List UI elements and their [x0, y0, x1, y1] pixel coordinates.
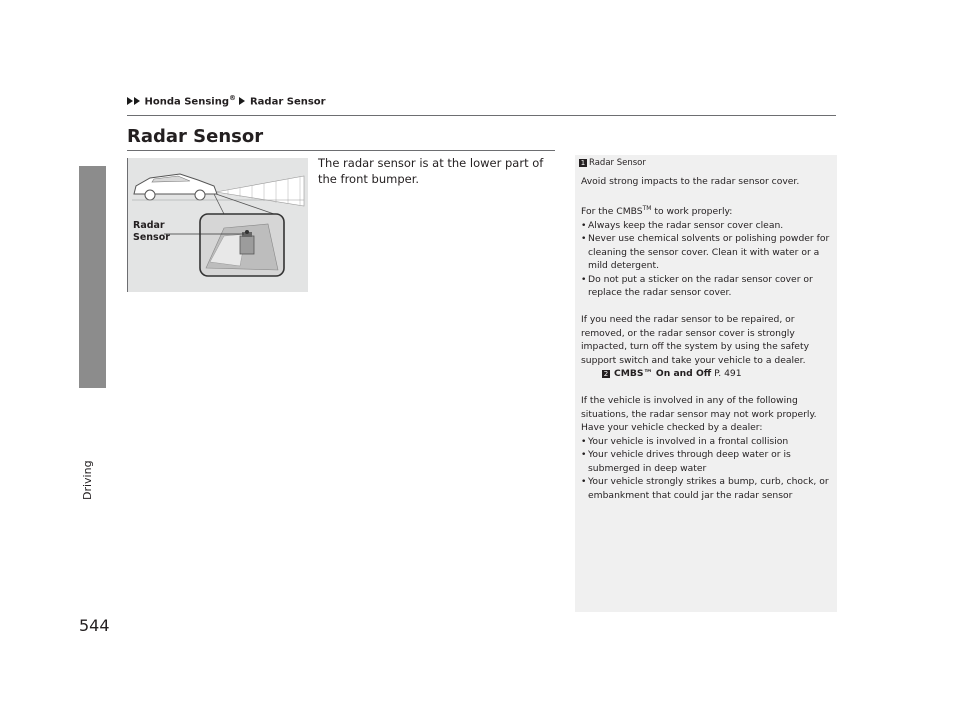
p2-suffix: to work properly: [651, 206, 733, 218]
chapter-tab [79, 166, 106, 364]
chapter-label: Driving [81, 460, 94, 500]
sidebar-heading-text: Radar Sensor [589, 158, 646, 168]
callout-line1: Radar [133, 220, 165, 231]
sidebar-note [575, 155, 837, 612]
list-item [581, 273, 831, 300]
p2-prefix: For the CMBS [581, 206, 643, 218]
cross-reference[interactable] [581, 367, 831, 381]
bullet-icon: • [581, 435, 587, 447]
bullet-text: Always keep the radar sensor cover clean. [588, 219, 784, 231]
list-item [581, 232, 831, 273]
page-number: 544 [79, 616, 110, 635]
sidebar-p4: If the vehicle is involved in any of the following situations, the radar sensor may not work properly. Have your vehicle checked by a dealer: [581, 395, 817, 434]
bullet-text: Your vehicle drives through deep water or is submerged in deep water [588, 449, 791, 474]
header-rule [127, 115, 836, 116]
reference-page[interactable]: P. 491 [711, 368, 742, 380]
callout-line2: Sensor [133, 232, 170, 243]
list-item [581, 435, 831, 449]
chapter-tab-end [79, 364, 106, 388]
sidebar-p2 [581, 202, 831, 219]
breadcrumb-arrow-icon [239, 97, 245, 105]
trademark-mark: TM [642, 205, 652, 212]
title-rule [127, 150, 555, 151]
radar-sensor-figure [127, 158, 308, 292]
list-item [581, 448, 831, 475]
bullet-text: Never use chemical solvents or polishing powder for cleaning the sensor cover. Clean it with water or a mild detergent. [588, 233, 830, 272]
list-item [581, 475, 831, 502]
body-paragraph: The radar sensor is at the lower part of the front bumper. [318, 156, 544, 186]
breadcrumb-section[interactable]: Honda Sensing [144, 96, 229, 108]
sidebar-p1: Avoid strong impacts to the radar sensor cover. [581, 176, 800, 187]
page-title: Radar Sensor [127, 126, 264, 147]
sidebar-heading [579, 158, 646, 168]
bullet-icon: • [581, 273, 587, 285]
bullet-text: Your vehicle is involved in a frontal collision [588, 435, 789, 447]
bullet-text: Do not put a sticker on the radar sensor cover or replace the radar sensor cover. [588, 273, 813, 299]
reference-title[interactable]: CMBS™ On and Off [614, 368, 712, 380]
list-item [581, 219, 831, 233]
radar-sensor-callout [133, 220, 170, 244]
bullet-icon: • [581, 449, 587, 461]
registered-mark: ® [229, 94, 236, 102]
bullet-icon: • [581, 233, 587, 245]
bullet-text: Your vehicle strongly strikes a bump, curb, chock, or embankment that could jar the radar sensor [588, 476, 829, 501]
breadcrumb [127, 94, 326, 107]
breadcrumb-arrow-icon [127, 97, 133, 105]
sidebar-p3: If you need the radar sensor to be repaired, or removed, or the radar sensor cover is strongly impacted, turn off the system by using the safety support switch and take your vehicle to a dealer. [581, 314, 810, 366]
note-badge-icon: 1 [580, 159, 586, 167]
sidebar-content [581, 175, 831, 502]
bullet-icon: • [581, 476, 587, 488]
breadcrumb-arrow-icon [134, 97, 140, 105]
bullet-icon: • [581, 219, 587, 231]
reference-arrow-icon: 2 [603, 370, 609, 379]
breadcrumb-page: Radar Sensor [249, 96, 326, 108]
